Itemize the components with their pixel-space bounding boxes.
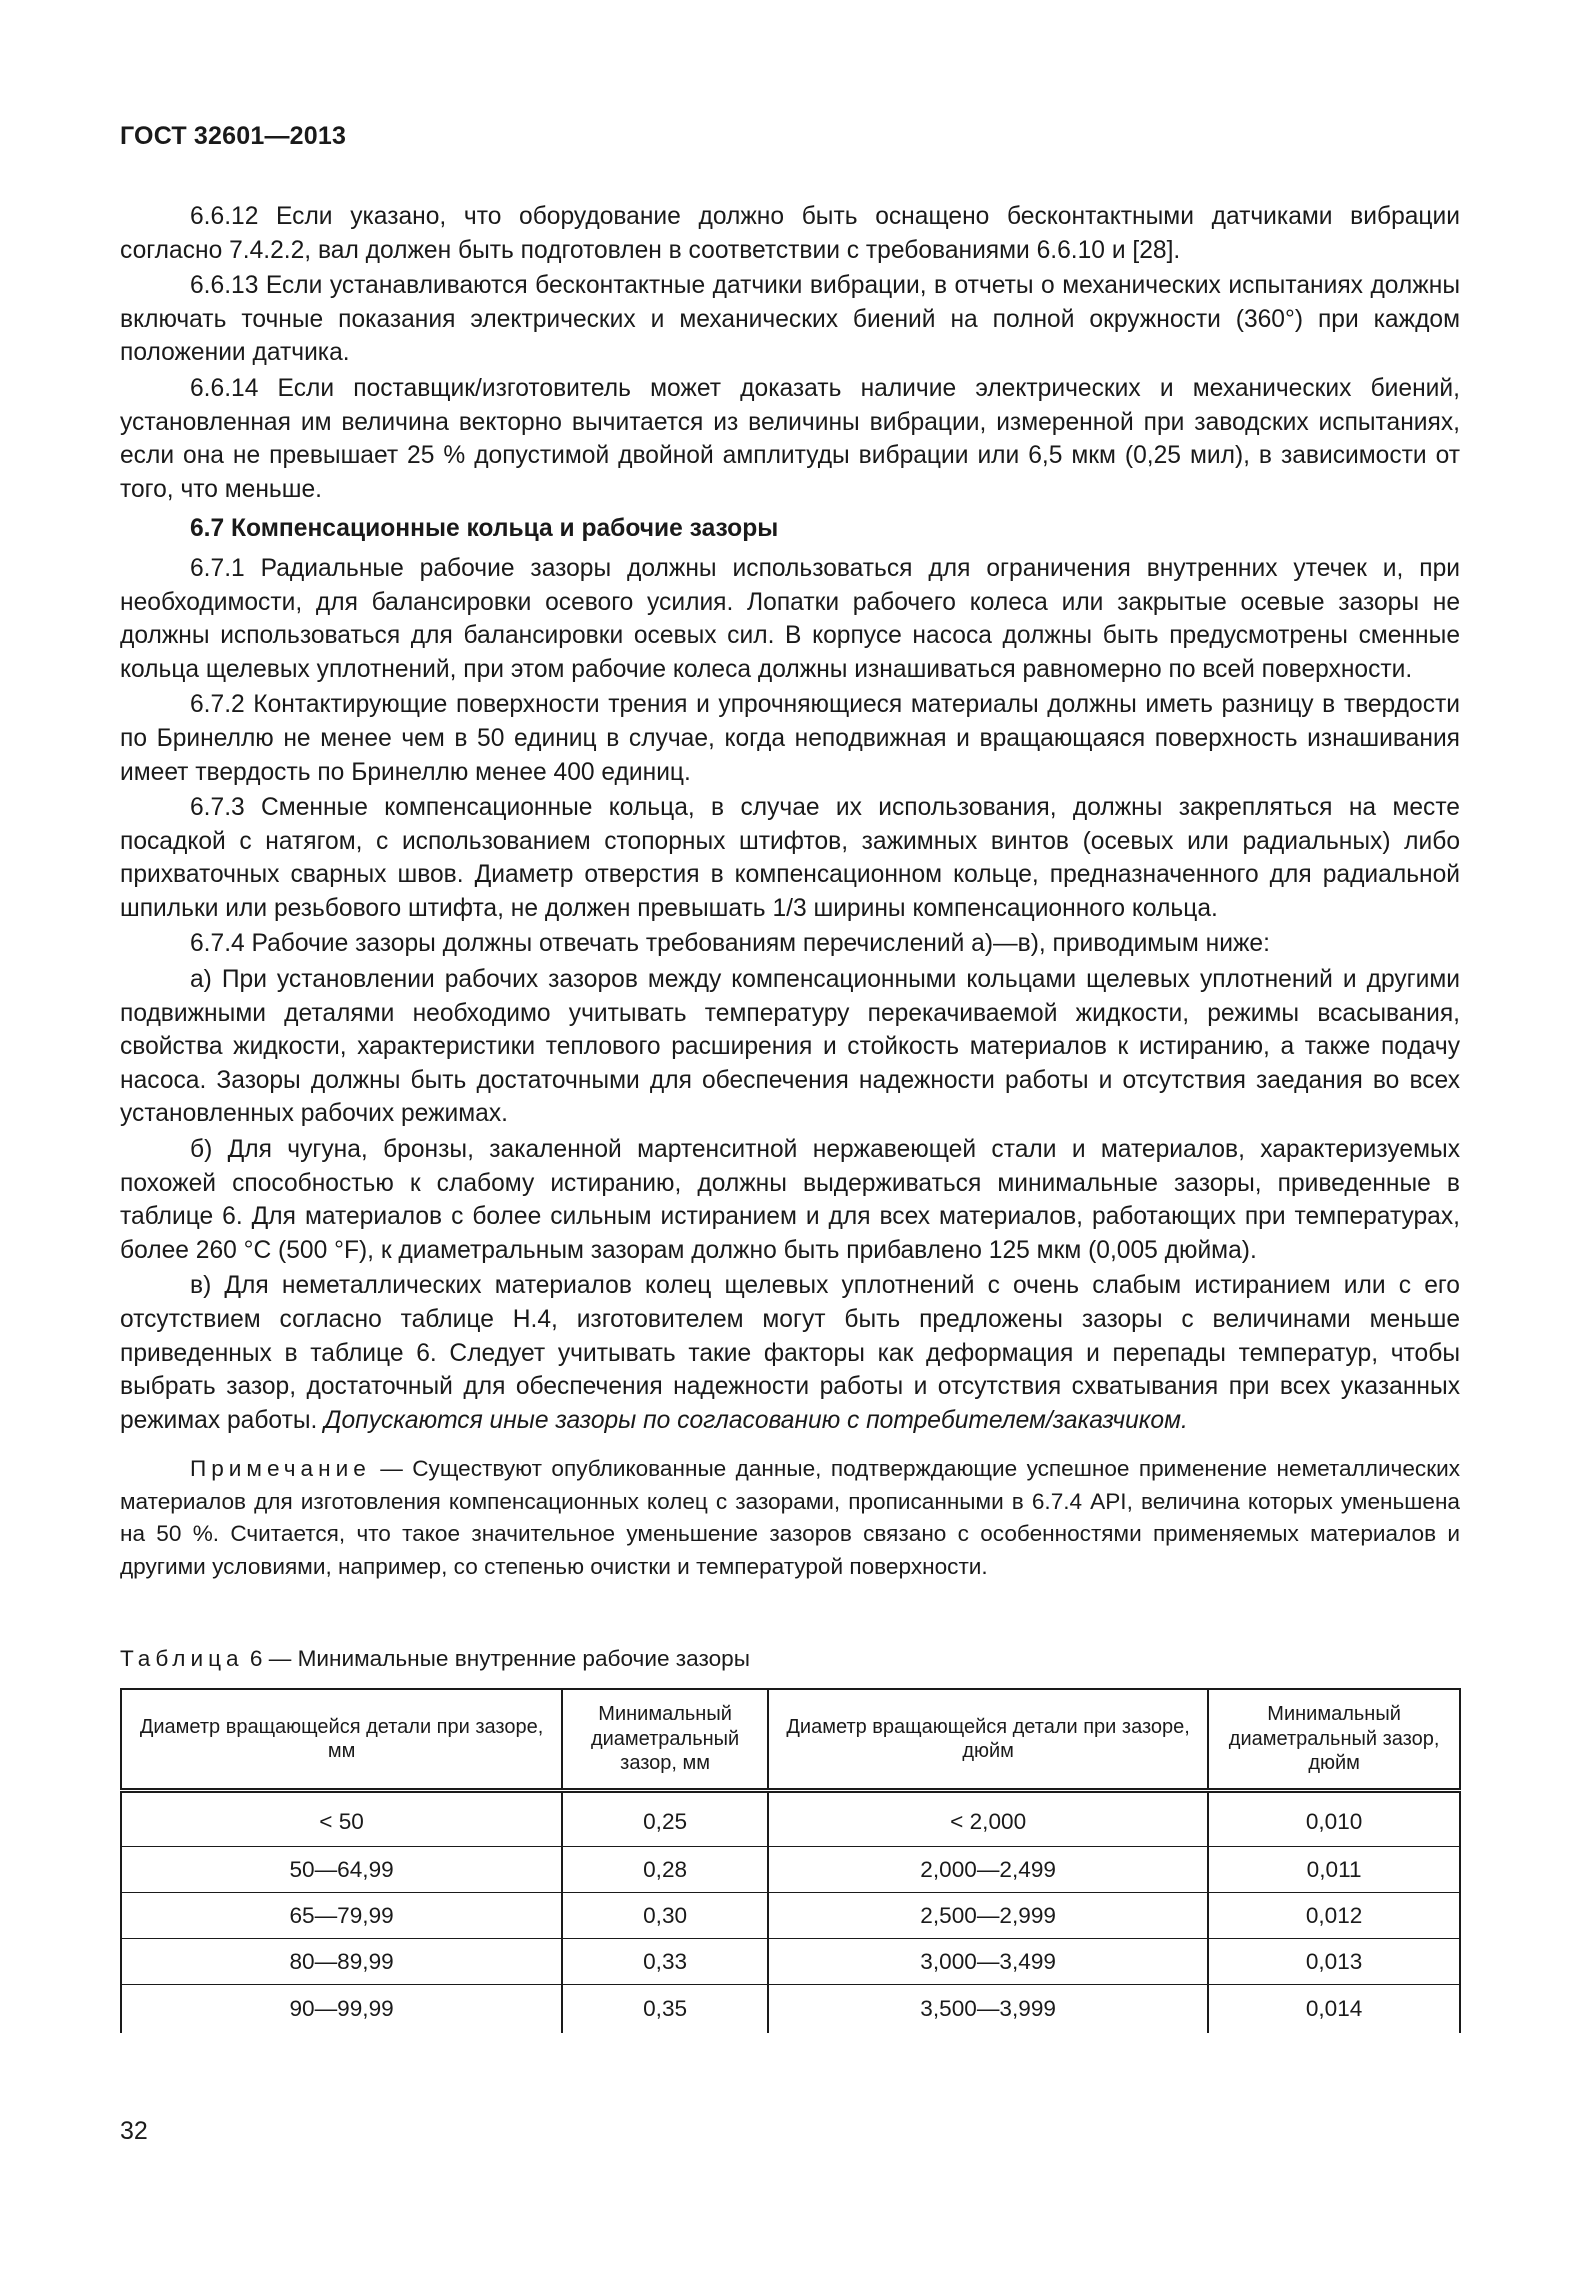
table-cell: 0,28 (562, 1847, 768, 1893)
paragraph-6-7-3: 6.7.3 Сменные компенсационные кольца, в случае их использования, должны закрепляться на месте посадкой с натягом, с использованием стопорных штифтов, зажимных винтов (осевых или радиальных) либо прихваточных сварных швов. Диаметр отверстия в компенсационном кольце, предназначенного для радиальной шпильки или резьбового штифта, не должен превышать 1/3 ширины компенсационного кольца. (120, 794, 1460, 922)
table-cell: 0,012 (1208, 1893, 1460, 1939)
table-header-cell: Диаметр вращающейся детали при зазоре, дюйм (768, 1689, 1208, 1791)
table-header-cell: Минимальный диаметральный зазор, мм (562, 1689, 768, 1791)
section-heading-6-7: 6.7 Компенсационные кольца и рабочие зазоры (190, 515, 779, 543)
table-cell: 0,013 (1208, 1939, 1460, 1985)
list-item-a: а) При установлении рабочих зазоров между компенсационными кольцами щелевых уплотнений и другими подвижными деталями необходимо учитывать температуру перекачиваемой жидкости, режимы всасывания, свойства жидкости, характеристики теплового расширения и стойкость материалов к истиранию, а также подачу насоса. Зазоры должны быть достаточными для обеспечения надежности работы и отсутствия заедания во всех установленных рабочих режимах. (120, 966, 1460, 1128)
note-text: — Существуют опубликованные данные, подтверждающие успешное применение неметаллических материалов для изготовления компенсационных колец с зазорами, прописанными в 6.7.4 API, величина которых уменьшена на 50 %. Считается, что такое значительное уменьшение зазоров связано с особенностями применяемых материалов и другими условиями, например, со степенью очистки и температурой поверхности. (120, 1456, 1460, 1579)
paragraph-6-7-1: 6.7.1 Радиальные рабочие зазоры должны использоваться для ограничения внутренних утечек и, при необходимости, для балансировки осевого усилия. Лопатки рабочего колеса или закрытые осевые зазоры не должны использоваться для балансировки осевых сил. В корпусе насоса должны быть предусмотрены сменные кольца щелевых уплотнений, при этом рабочие колеса должны изнашиваться равномерно по всей поверхности. (120, 554, 1460, 683)
document-code-header: ГОСТ 32601—2013 (120, 122, 347, 150)
paragraph-6-7-4: 6.7.4 Рабочие зазоры должны отвечать требованиям перечислений а)—в), приводимым ниже: (190, 930, 1270, 958)
table-cell: 0,25 (562, 1791, 768, 1847)
list-item-v-text: в) Для неметаллических материалов колец щелевых уплотнений с очень слабым истиранием или с его отсутствием согласно таблице Н.4, изготовителем могут быть предложены зазоры с величинами меньше приведенных в таблице 6. Следует учитывать такие факторы как деформация и перепады температур, чтобы выбрать зазор, достаточный для обеспечения надежности работы и отсутствия схватывания при всех указанных режимах работы. (120, 1272, 1460, 1434)
paragraph-6-6-13: 6.6.13 Если устанавливаются бесконтактные датчики вибрации, в отчеты о механических испытаниях должны включать точные показания электрических и механических биений на полной окружности (360°) при каждом положении датчика. (120, 272, 1460, 367)
table-header-row (121, 1689, 1460, 1791)
table-row (121, 1847, 1460, 1893)
table-row (121, 1893, 1460, 1939)
note-label: Примечание (190, 1456, 371, 1482)
table-cell: 0,014 (1208, 1985, 1460, 2034)
table-cell: 3,500—3,999 (768, 1985, 1208, 2034)
table-title-text: 6 — Минимальные внутренние рабочие зазоры (243, 1646, 750, 1671)
table-row (121, 1985, 1460, 2034)
body-text (120, 200, 1460, 1583)
table-cell: 0,33 (562, 1939, 768, 1985)
table-row (121, 1791, 1460, 1847)
table-header-cell: Диаметр вращающейся детали при зазоре, мм (121, 1689, 562, 1791)
list-item-b: б) Для чугуна, бронзы, закаленной мартенситной нержавеющей стали и материалов, характеризуемых похожей способностью к слабому истиранию, должны выдерживаться минимальные зазоры, приведенные в таблице 6. Для материалов с более сильным истиранием и для всех материалов, работающих при температурах, более 260 °С (500 °F), к диаметральным зазорам должно быть прибавлено 125 мкм (0,005 дюйма). (120, 1136, 1460, 1264)
page-number: 32 (120, 2117, 148, 2145)
table-row (121, 1939, 1460, 1985)
table-cell: < 50 (121, 1791, 562, 1847)
table-cell: 0,35 (562, 1985, 768, 2034)
table-cell: 90—99,99 (121, 1985, 562, 2034)
note (120, 1453, 1460, 1583)
table-cell: 2,500—2,999 (768, 1893, 1208, 1939)
paragraph-6-7-2: 6.7.2 Контактирующие поверхности трения и упрочняющиеся материалы должны иметь разницу в твердости по Бринеллю не менее чем в 50 единиц в случае, когда неподвижная и вращающаяся поверхность изнашивания имеет твердость по Бринеллю менее 400 единиц. (120, 691, 1460, 786)
table-cell: 65—79,99 (121, 1893, 562, 1939)
clearance-table (120, 1688, 1461, 2033)
table-label: Таблица (120, 1646, 244, 1671)
paragraph-6-6-12: 6.6.12 Если указано, что оборудование должно быть оснащено бесконтактными датчиками вибрации согласно 7.4.2.2, вал должен быть подготовлен в соответствии с требованиями 6.6.10 и [28]. (120, 203, 1460, 264)
table-cell: 80—89,99 (121, 1939, 562, 1985)
table-header-cell: Минимальный диаметральный зазор, дюйм (1208, 1689, 1460, 1791)
table-cell: < 2,000 (768, 1791, 1208, 1847)
list-item-v (120, 1269, 1460, 1437)
table-cell: 0,30 (562, 1893, 768, 1939)
table-cell: 3,000—3,499 (768, 1939, 1208, 1985)
paragraph-6-6-14: 6.6.14 Если поставщик/изготовитель может доказать наличие электрических и механических биений, установленная им величина векторно вычитается из величины вибрации, измеренной при заводских испытаниях, если она не превышает 25 % допустимой двойной амплитуды вибрации или 6,5 мкм (0,25 мил), в зависимости от того, что меньше. (120, 374, 1460, 503)
table-title (120, 1646, 750, 1672)
list-item-v-italic-tail: Допускаются иные зазоры по согласованию с потребителем/заказчиком. (324, 1406, 1188, 1434)
table-cell: 50—64,99 (121, 1847, 562, 1893)
table-cell: 2,000—2,499 (768, 1847, 1208, 1893)
table-cell: 0,011 (1208, 1847, 1460, 1893)
table-cell: 0,010 (1208, 1791, 1460, 1847)
